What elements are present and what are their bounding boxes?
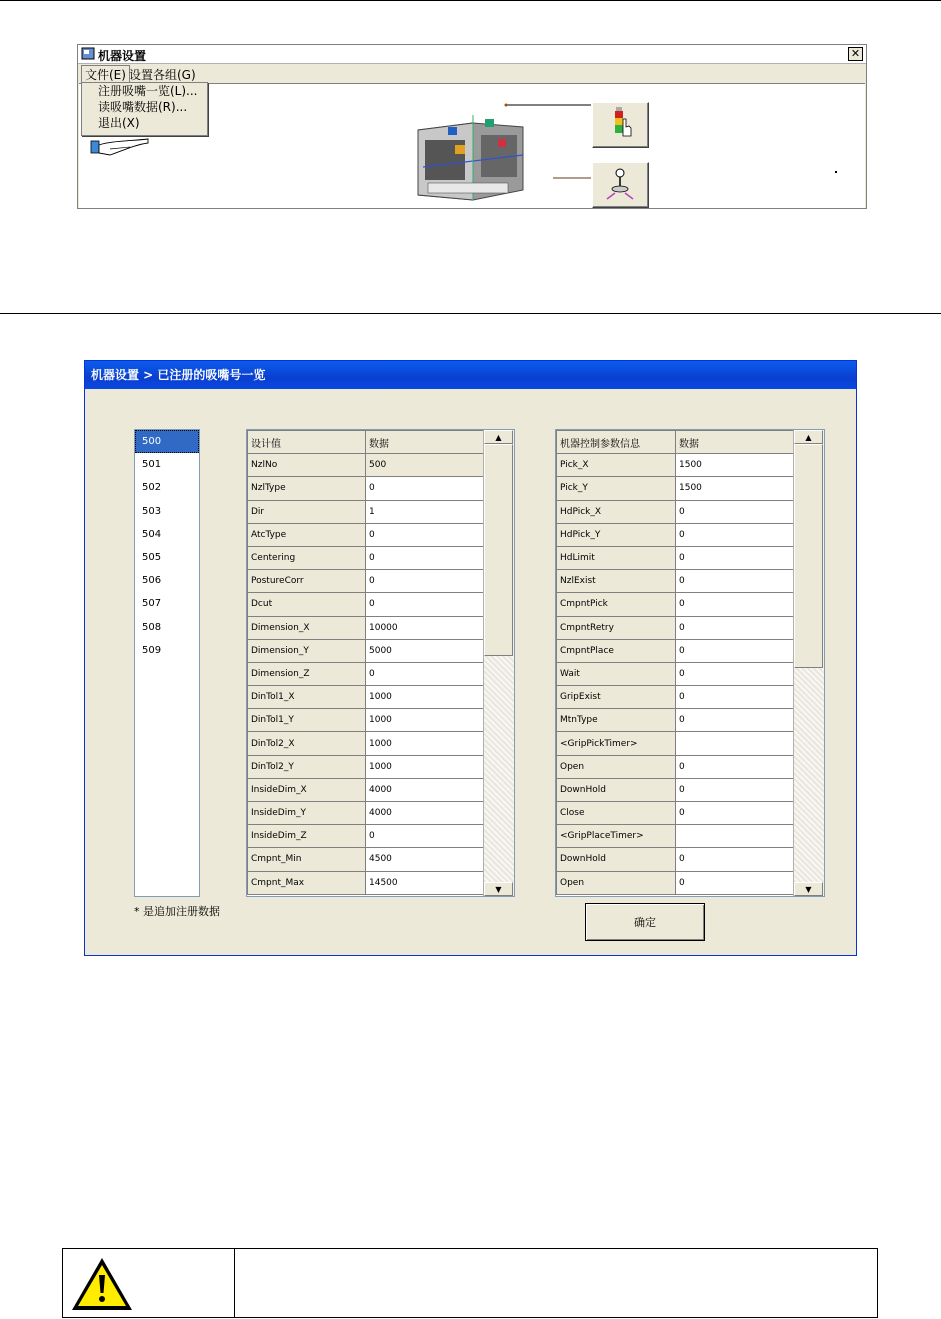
list-item[interactable]: 501 — [142, 459, 162, 471]
list-item[interactable]: 502 — [142, 482, 162, 494]
param-value-cell[interactable]: 0 — [676, 778, 795, 801]
table-row[interactable] — [248, 477, 485, 500]
param-value-cell[interactable]: 1000 — [366, 755, 485, 778]
param-name-cell: Pick_Y — [557, 477, 676, 500]
warning-divider — [234, 1249, 235, 1317]
table-row[interactable] — [248, 709, 485, 732]
table-row[interactable] — [557, 639, 795, 662]
param-value-cell[interactable]: 0 — [676, 709, 795, 732]
scroll-track[interactable] — [794, 668, 824, 882]
menu-item-read-nozzle-data[interactable]: 读吸嘴数据(R)... — [98, 100, 188, 114]
param-value-cell[interactable]: 0 — [676, 593, 795, 616]
param-value-cell[interactable]: 0 — [676, 662, 795, 685]
warning-box — [62, 1248, 878, 1318]
scroll-up-icon[interactable]: ▲ — [794, 430, 823, 444]
param-name-cell: Close — [557, 802, 676, 825]
param-name-cell: Dimension_Y — [248, 639, 366, 662]
param-name-cell: DinTol1_X — [248, 686, 366, 709]
param-value-cell[interactable]: 1500 — [676, 454, 795, 477]
window-title: 机器设置 — [98, 49, 147, 63]
param-name-cell: AtcType — [248, 523, 366, 546]
param-value-cell[interactable]: 0 — [676, 523, 795, 546]
param-value-cell[interactable]: 0 — [676, 500, 795, 523]
table-row[interactable] — [248, 570, 485, 593]
param-name-cell: Dcut — [248, 593, 366, 616]
table-row[interactable] — [557, 500, 795, 523]
scroll-thumb[interactable] — [794, 444, 823, 668]
list-item[interactable]: 503 — [142, 505, 162, 517]
machine-settings-window — [77, 44, 867, 209]
param-name-cell: DownHold — [557, 848, 676, 871]
joystick-button[interactable] — [592, 162, 649, 208]
param-name-cell: Wait — [557, 662, 676, 685]
table-row[interactable] — [248, 778, 485, 801]
param-value-cell[interactable]: 500 — [366, 454, 485, 477]
table-row[interactable] — [248, 686, 485, 709]
warning-icon — [69, 1255, 135, 1313]
param-name-cell: Pick_X — [557, 454, 676, 477]
param-name-cell: CmpntRetry — [557, 616, 676, 639]
appended-data-note: * 是追加注册数据 — [134, 905, 220, 918]
param-value-cell[interactable]: 4000 — [366, 778, 485, 801]
param-value-cell[interactable] — [676, 732, 795, 755]
table-row[interactable] — [557, 755, 795, 778]
machine-control-table — [556, 430, 795, 895]
table-row[interactable] — [557, 454, 795, 477]
param-value-cell[interactable]: 0 — [366, 825, 485, 848]
column-header: 机器控制参数信息 — [557, 431, 676, 454]
table-row[interactable] — [557, 546, 795, 569]
param-name-cell: <GripPickTimer> — [557, 732, 676, 755]
table-row[interactable] — [248, 825, 485, 848]
table-row[interactable] — [248, 546, 485, 569]
list-item[interactable]: 508 — [142, 621, 162, 633]
table-row[interactable] — [557, 593, 795, 616]
param-name-cell: CmpntPick — [557, 593, 676, 616]
param-value-cell[interactable]: 0 — [676, 639, 795, 662]
param-name-cell: Cmpnt_Max — [248, 871, 366, 894]
param-name-cell: MtnType — [557, 709, 676, 732]
param-name-cell: NzlType — [248, 477, 366, 500]
menu-item-exit[interactable]: 退出(X) — [98, 116, 140, 130]
design-grid-scrollbar[interactable] — [483, 430, 514, 896]
list-item[interactable]: 509 — [142, 644, 162, 656]
file-dropdown-menu — [81, 82, 208, 136]
nozzle-id-list[interactable] — [134, 429, 200, 897]
list-item[interactable]: 504 — [142, 528, 162, 540]
param-name-cell: GripExist — [557, 686, 676, 709]
param-value-cell[interactable]: 0 — [366, 662, 485, 685]
param-value-cell[interactable]: 1 — [366, 500, 485, 523]
dialog-title: 机器设置 > 已注册的吸嘴号一览 — [85, 361, 856, 389]
param-value-cell[interactable]: 4000 — [366, 802, 485, 825]
table-row[interactable] — [248, 662, 485, 685]
table-row[interactable] — [248, 616, 485, 639]
table-row[interactable] — [248, 755, 485, 778]
param-name-cell: Dimension_Z — [248, 662, 366, 685]
table-row[interactable] — [248, 802, 485, 825]
column-header: 设计值 — [248, 431, 366, 454]
param-name-cell: CmpntPlace — [557, 639, 676, 662]
param-value-cell[interactable]: 0 — [676, 848, 795, 871]
param-value-cell[interactable]: 1000 — [366, 709, 485, 732]
dialog-body — [87, 389, 854, 953]
menu-item-nozzle-list[interactable]: 注册吸嘴一览(L)... — [98, 84, 198, 98]
param-name-cell: NzlNo — [248, 454, 366, 477]
table-row[interactable] — [557, 802, 795, 825]
param-value-cell[interactable]: 0 — [366, 546, 485, 569]
param-value-cell[interactable]: 10000 — [366, 616, 485, 639]
window-titlebar — [78, 45, 866, 64]
hand-icon — [90, 137, 150, 161]
param-value-cell[interactable]: 0 — [366, 523, 485, 546]
param-name-cell: DinTol1_Y — [248, 709, 366, 732]
param-name-cell: HdPick_Y — [557, 523, 676, 546]
param-value-cell[interactable]: 4500 — [366, 848, 485, 871]
top-rule — [0, 0, 941, 1]
close-button[interactable]: ✕ — [848, 47, 863, 61]
table-row[interactable] — [248, 871, 485, 894]
design-values-grid[interactable] — [246, 429, 515, 897]
section-rule — [0, 313, 941, 314]
registered-nozzle-dialog — [84, 360, 857, 956]
menu-settings-group[interactable]: 设置各组(G) — [129, 68, 196, 82]
param-value-cell[interactable]: 0 — [676, 616, 795, 639]
list-item[interactable]: 506 — [142, 575, 162, 587]
table-row[interactable] — [557, 848, 795, 871]
machine-grid-scrollbar[interactable] — [793, 430, 824, 896]
param-value-cell[interactable]: 0 — [676, 546, 795, 569]
param-value-cell[interactable]: 0 — [676, 802, 795, 825]
table-row[interactable] — [557, 477, 795, 500]
param-name-cell: DownHold — [557, 778, 676, 801]
table-row[interactable] — [248, 732, 485, 755]
param-value-cell[interactable]: 1500 — [676, 477, 795, 500]
param-name-cell: DinTol2_Y — [248, 755, 366, 778]
table-row[interactable] — [557, 732, 795, 755]
param-value-cell[interactable]: 0 — [676, 755, 795, 778]
table-row[interactable] — [557, 871, 795, 894]
table-header-row — [248, 431, 485, 454]
param-name-cell: HdPick_X — [557, 500, 676, 523]
param-value-cell[interactable]: 0 — [366, 593, 485, 616]
param-value-cell[interactable]: 0 — [366, 477, 485, 500]
app-icon — [81, 47, 95, 60]
table-row[interactable] — [248, 593, 485, 616]
param-value-cell[interactable] — [676, 825, 795, 848]
table-row[interactable] — [557, 570, 795, 593]
scroll-track[interactable] — [484, 656, 514, 882]
param-name-cell: InsideDim_X — [248, 778, 366, 801]
table-row[interactable] — [557, 523, 795, 546]
param-name-cell: <GripPlaceTimer> — [557, 825, 676, 848]
design-values-table — [247, 430, 485, 895]
scroll-thumb[interactable] — [484, 444, 513, 656]
param-value-cell[interactable]: 5000 — [366, 639, 485, 662]
list-item[interactable]: 507 — [142, 598, 162, 610]
param-name-cell: Dimension_X — [248, 616, 366, 639]
param-name-cell: Centering — [248, 546, 366, 569]
param-name-cell: PostureCorr — [248, 570, 366, 593]
column-header: 数据 — [676, 431, 795, 454]
param-name-cell: InsideDim_Z — [248, 825, 366, 848]
ok-button[interactable]: 确定 — [585, 903, 705, 941]
table-row[interactable] — [248, 454, 485, 477]
table-row[interactable] — [557, 616, 795, 639]
param-value-cell[interactable]: 14500 — [366, 871, 485, 894]
param-value-cell[interactable]: 0 — [676, 871, 795, 894]
param-value-cell[interactable]: 1000 — [366, 732, 485, 755]
machine-control-grid[interactable] — [555, 429, 825, 897]
table-row[interactable] — [557, 662, 795, 685]
param-value-cell[interactable]: 0 — [676, 570, 795, 593]
param-name-cell: HdLimit — [557, 546, 676, 569]
connector-lines — [503, 101, 593, 181]
menubar — [78, 64, 866, 82]
joystick-icon — [593, 163, 648, 207]
signal-tower-button[interactable] — [592, 102, 649, 148]
stray-dot — [835, 171, 837, 173]
table-row[interactable] — [248, 500, 485, 523]
param-value-cell[interactable]: 0 — [366, 570, 485, 593]
signal-tower-icon — [593, 103, 648, 147]
scroll-down-icon[interactable]: ▼ — [794, 882, 823, 896]
list-item[interactable]: 500 — [135, 430, 199, 453]
param-value-cell[interactable]: 0 — [676, 686, 795, 709]
table-row[interactable] — [557, 825, 795, 848]
param-name-cell: Open — [557, 755, 676, 778]
param-value-cell[interactable]: 1000 — [366, 686, 485, 709]
list-item[interactable]: 505 — [142, 551, 162, 563]
param-name-cell: InsideDim_Y — [248, 802, 366, 825]
param-name-cell: Cmpnt_Min — [248, 848, 366, 871]
table-row[interactable] — [557, 686, 795, 709]
table-header-row — [557, 431, 795, 454]
table-row[interactable] — [557, 778, 795, 801]
param-name-cell: Dir — [248, 500, 366, 523]
param-name-cell: DinTol2_X — [248, 732, 366, 755]
scroll-down-icon[interactable]: ▼ — [484, 882, 513, 896]
menu-file[interactable]: 文件(E) — [81, 65, 130, 84]
table-row[interactable] — [248, 639, 485, 662]
param-name-cell: Open — [557, 871, 676, 894]
param-name-cell: NzlExist — [557, 570, 676, 593]
table-row[interactable] — [557, 709, 795, 732]
scroll-up-icon[interactable]: ▲ — [484, 430, 513, 444]
table-row[interactable] — [248, 848, 485, 871]
column-header: 数据 — [366, 431, 485, 454]
table-row[interactable] — [248, 523, 485, 546]
